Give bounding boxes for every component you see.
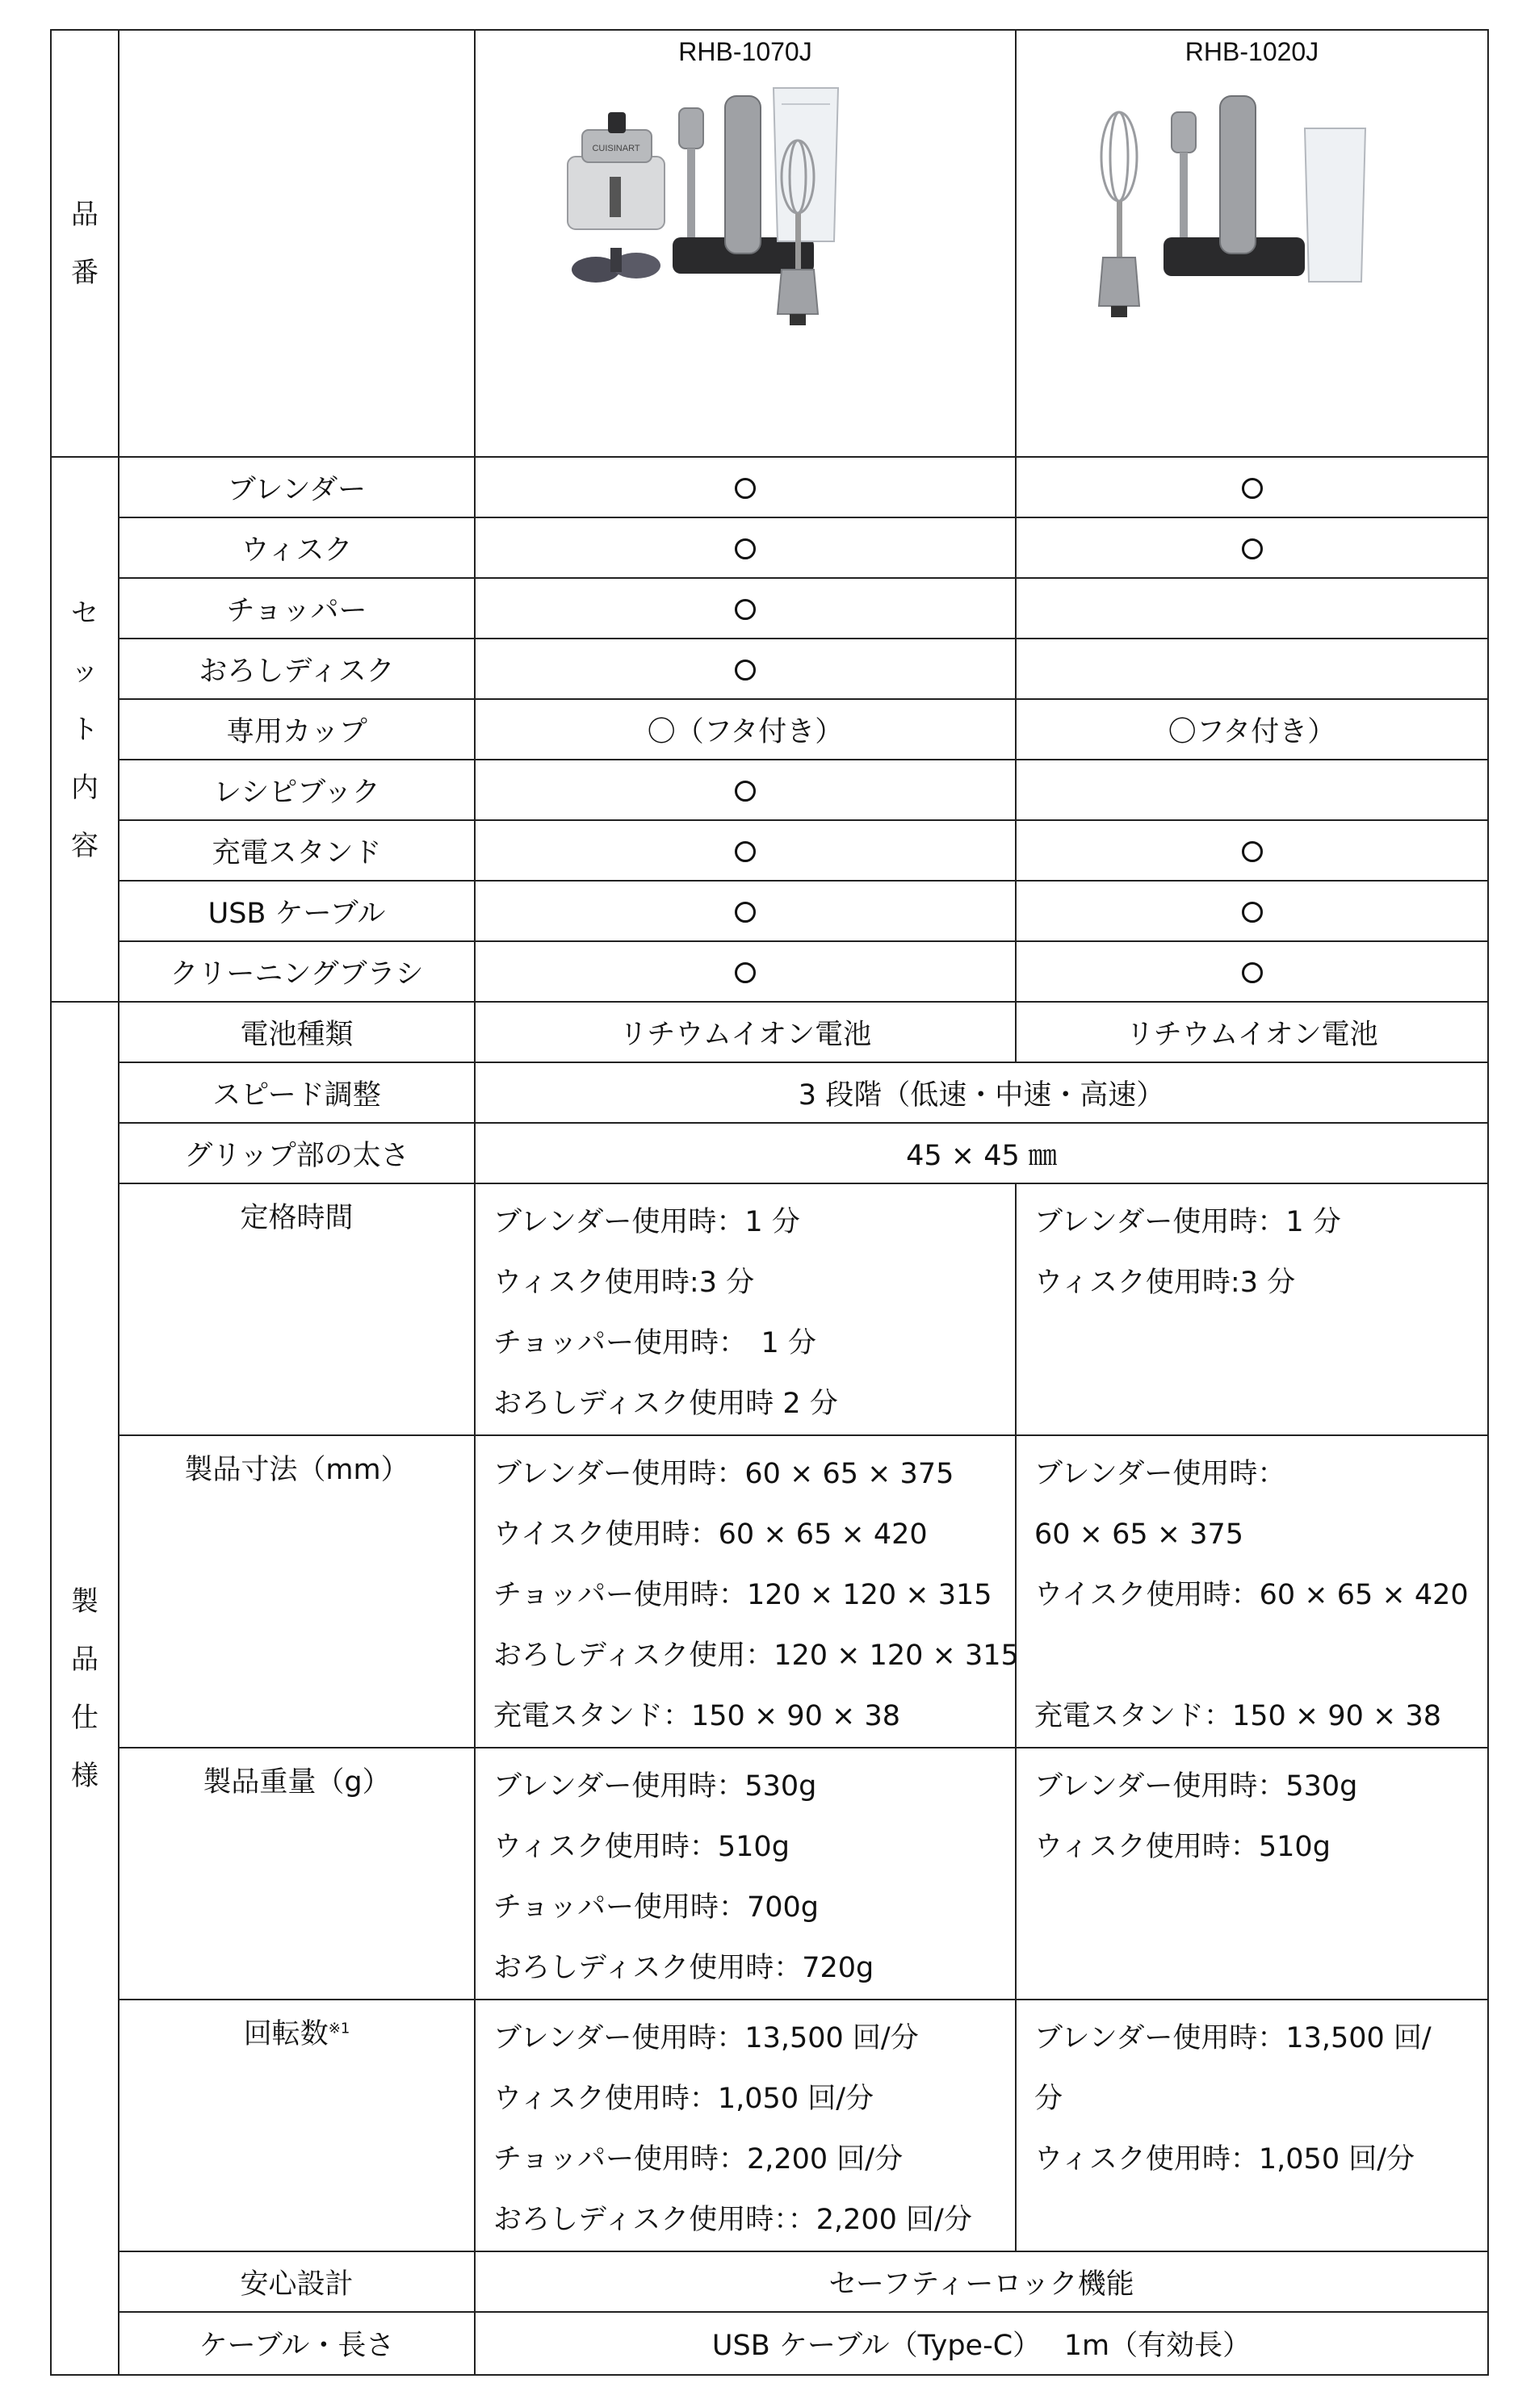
included-mark — [1242, 962, 1263, 983]
cell-blender-1020j — [1016, 457, 1488, 517]
included-mark — [735, 660, 756, 681]
dimension-line: ウイスク使用時：60 × 65 × 420 — [493, 1518, 928, 1551]
row-label-blender: ブレンダー — [119, 457, 475, 517]
row-label-speed: スピード調整 — [119, 1062, 475, 1123]
section-product-specs: 製 品 仕 様 — [51, 1002, 119, 2375]
model-1070j-cell — [475, 30, 1016, 457]
blender-stick-image — [1172, 112, 1196, 245]
empty-header-cell — [119, 30, 475, 457]
included-mark — [1242, 841, 1263, 862]
rated-time-line: ブレンダー使用時：1 分 — [493, 1206, 800, 1238]
model-name-1020j: RHB-1020J — [1184, 37, 1319, 66]
cell-usb-cable-1020j — [1016, 881, 1488, 941]
cell-weight-1020j — [1016, 1748, 1488, 2000]
cell-grater-disc-1020j — [1016, 639, 1488, 699]
cell-blender-1070j — [475, 457, 1016, 517]
section-model-number — [51, 30, 119, 457]
row-label-charging-stand: 充電スタンド — [119, 820, 475, 881]
dimension-line: チョッパー使用時：120 × 120 × 315 — [493, 1579, 992, 1611]
row-label-cleaning-brush: クリーニングブラシ — [119, 941, 475, 1002]
product-image-1070j — [560, 80, 931, 371]
chopper-bowl-image — [568, 112, 665, 229]
dimension-line: ブレンダー使用時：60 × 65 × 375 — [493, 1458, 954, 1490]
motor-body-image — [1220, 96, 1256, 253]
dimension-line: おろしディスク使用：120 × 120 × 315 — [493, 1640, 1019, 1672]
cell-charging-stand-1070j — [475, 820, 1016, 881]
included-mark — [735, 599, 756, 620]
row-label-weight: 製品重量（g） — [119, 1748, 475, 2000]
row-label-grater-disc: おろしディスク — [119, 639, 475, 699]
cell-dimensions-1070j — [475, 1435, 1019, 1748]
product-image-1020j — [1083, 80, 1422, 371]
section-set-contents: セ ッ ト 内 容 — [51, 457, 119, 1002]
weight-line: ウィスク使用時：510g — [1034, 1831, 1331, 1863]
row-label-safety: 安心設計 — [119, 2251, 475, 2312]
weight-line: ウィスク使用時：510g — [493, 1831, 790, 1863]
included-mark — [735, 781, 756, 802]
cell-grater-disc-1070j — [475, 639, 1016, 699]
cell-chopper-1070j — [475, 578, 1016, 639]
cell-recipe-book-1020j — [1016, 760, 1488, 820]
weight-line: おろしディスク使用時：720g — [493, 1952, 874, 1984]
section-char: 品 — [71, 198, 99, 231]
cell-whisk-1020j — [1016, 517, 1488, 578]
cell-battery-1070j: リチウムイオン電池 — [475, 1002, 1016, 1062]
cell-grip: 45 × 45 ㎜ — [475, 1123, 1488, 1183]
cell-rated-time-1070j — [475, 1183, 1016, 1435]
blender-stick-image — [679, 108, 703, 245]
cell-dimensions-1020j — [1016, 1435, 1488, 1748]
model-name-1070j: RHB-1070J — [678, 37, 812, 66]
rated-time-line: ウィスク使用時:3 分 — [493, 1267, 755, 1299]
section-char: 番 — [71, 256, 99, 289]
row-label-whisk: ウィスク — [119, 517, 475, 578]
included-mark — [1242, 478, 1263, 499]
row-label-cable: ケーブル・長さ — [119, 2312, 475, 2375]
cell-chopper-1020j — [1016, 578, 1488, 639]
dimension-line: ウイスク使用時：60 × 65 × 420 — [1034, 1579, 1469, 1611]
motor-body-image — [725, 96, 761, 253]
cell-recipe-book-1070j — [475, 760, 1016, 820]
spec-table — [50, 29, 1489, 2376]
row-label-chopper: チョッパー — [119, 578, 475, 639]
weight-line: チョッパー使用時：700g — [493, 1891, 819, 1924]
model-row — [51, 30, 1488, 457]
dimension-line: 60 × 65 × 375 — [1034, 1518, 1244, 1551]
included-mark — [735, 478, 756, 499]
rated-time-line: チョッパー使用時： 1 分 — [493, 1327, 816, 1359]
included-mark — [735, 538, 756, 559]
row-label-recipe-book: レシピブック — [119, 760, 475, 820]
included-mark — [735, 902, 756, 923]
cell-weight-1070j — [475, 1748, 1016, 2000]
rpm-line: ブレンダー使用時：13,500 回/分 — [493, 2022, 919, 2054]
rpm-line: おろしディスク使用時：：2,200 回/分 — [493, 2204, 972, 2236]
included-mark — [1242, 902, 1263, 923]
cell-rpm-1070j — [475, 2000, 1016, 2251]
row-label-usb-cable: USB ケーブル — [119, 881, 475, 941]
rpm-line: チョッパー使用時：2,200 回/分 — [493, 2143, 904, 2176]
dimension-line: 充電スタンド：150 × 90 × 38 — [1034, 1700, 1442, 1732]
cell-cable: USB ケーブル（Type-C） 1m（有効長） — [475, 2312, 1488, 2375]
rpm-label-text: 回転数 — [243, 2018, 329, 2050]
row-label-dimensions: 製品寸法（mm） — [119, 1435, 475, 1748]
dimension-line — [1034, 1626, 1487, 1686]
included-mark — [735, 841, 756, 862]
cell-rated-time-1020j — [1016, 1183, 1488, 1435]
row-label-grip: グリップ部の太さ — [119, 1123, 475, 1183]
chopper-brand-label: CUISINART — [592, 144, 640, 153]
rpm-line: ウィスク使用時：1,050 回/分 — [1034, 2143, 1415, 2176]
cell-cleaning-brush-1070j — [475, 941, 1016, 1002]
dimension-line: 充電スタンド：150 × 90 × 38 — [493, 1700, 901, 1732]
cell-rpm-1020j — [1016, 2000, 1488, 2251]
cell-charging-stand-1020j — [1016, 820, 1488, 881]
grater-disc-image — [572, 248, 660, 283]
cell-speed: 3 段階（低速・中速・高速） — [475, 1062, 1488, 1123]
weight-line: ブレンダー使用時：530g — [1034, 1770, 1358, 1803]
cell-usb-cable-1070j — [475, 881, 1016, 941]
row-label-rated-time: 定格時間 — [119, 1183, 475, 1435]
weight-line: ブレンダー使用時：530g — [493, 1770, 817, 1803]
measuring-cup-image — [1305, 128, 1365, 282]
included-mark — [735, 962, 756, 983]
row-label-cup: 専用カップ — [119, 699, 475, 760]
cell-cup-1070j: 〇（フタ付き） — [475, 699, 1016, 760]
rpm-line: ウィスク使用時：1,050 回/分 — [493, 2083, 874, 2115]
cell-battery-1020j: リチウムイオン電池 — [1016, 1002, 1488, 1062]
dimension-line: ブレンダー使用時： — [1034, 1458, 1286, 1490]
rated-time-line: ウィスク使用時:3 分 — [1034, 1267, 1296, 1299]
cell-cup-1020j: 〇フタ付き） — [1016, 699, 1488, 760]
included-mark — [1242, 538, 1263, 559]
whisk-image — [1099, 112, 1139, 317]
rpm-line: 分 — [1034, 2083, 1063, 2115]
rpm-line: ブレンダー使用時：13,500 回/ — [1034, 2022, 1432, 2054]
cell-safety: セーフティーロック機能 — [475, 2251, 1488, 2312]
rated-time-line: ブレンダー使用時：1 分 — [1034, 1206, 1341, 1238]
cell-whisk-1070j — [475, 517, 1016, 578]
cell-cleaning-brush-1020j — [1016, 941, 1488, 1002]
rpm-footnote-mark: ※1 — [328, 2020, 350, 2037]
model-1020j-cell — [1016, 30, 1488, 457]
row-label-rpm — [119, 2000, 475, 2251]
rated-time-line: おろしディスク使用時 2 分 — [493, 1388, 838, 1420]
row-label-battery: 電池種類 — [119, 1002, 475, 1062]
